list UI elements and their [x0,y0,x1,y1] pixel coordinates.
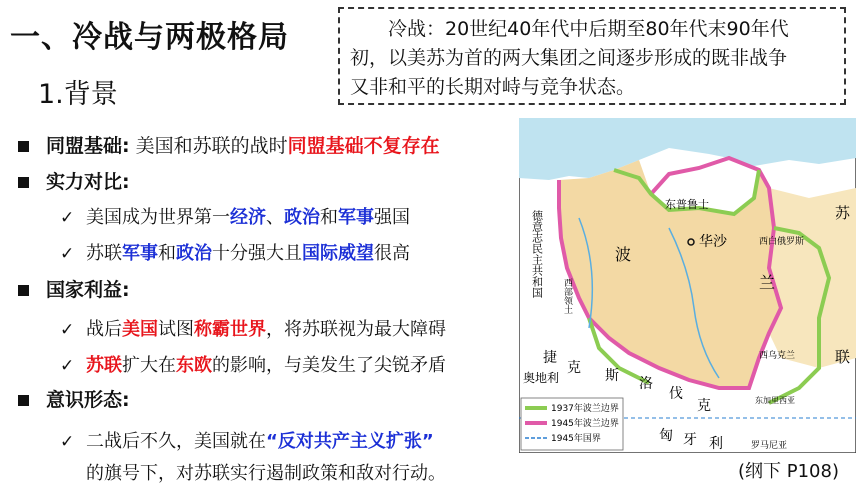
legend-label-1945: 1945年波兰边界 [551,419,619,429]
label-romania: 罗马尼亚 [751,441,788,451]
label-czech-1: 捷 [543,350,557,366]
point-ideology-line2: 的旗号下，对苏联实行遏制政策和敌对行动。 [86,463,446,484]
label-soviet-2: 联 [835,348,851,366]
point-ideology-line1: ✓ 二战后不久，美国就在“反对共产主义扩张” [18,424,518,460]
point-interest-us: ✓ 战后美国试图称霸世界，将苏联视为最大障碍 [18,312,518,348]
label-czech-3: 斯 [605,368,619,384]
definition-box [338,7,846,105]
label-east-prussia: 东普鲁士 [665,198,709,211]
label-austria: 奥地利 [523,371,560,385]
label-ukraine: 西乌克兰 [759,351,796,361]
check-icon: ✓ [60,244,75,264]
legend-label-national: 1945年国界 [551,434,601,444]
textbook-citation: (纲下 P108) [738,461,839,482]
bullet-square-icon [18,285,29,296]
label-poland-1: 波 [615,245,632,264]
point-strength: 实力对比: [18,164,518,200]
label-soviet-1: 苏 [835,204,851,222]
label-warsaw: 华沙 [699,234,727,250]
bullet-square-icon [18,395,29,406]
label-czech-5: 伐 [669,386,683,402]
check-icon: ✓ [60,320,75,340]
label-hungary-1: 匈 [659,428,673,444]
label-belarus: 西白俄罗斯 [759,237,805,247]
legend-label-1937: 1937年波兰边界 [551,404,619,414]
label-hungary-2: 牙 [683,432,697,448]
definition-line-3: 又非和平的长期对峙与竞争状态。 [350,76,636,98]
label-czech-6: 克 [697,398,711,414]
background-points [18,128,518,488]
check-icon: ✓ [60,356,75,376]
label-germany: 德意志民主共和国 [530,210,544,298]
label-czech-2: 克 [567,360,581,376]
definition-line-2: 初，以美苏为首的两大集团之间逐步形成的既非战争 [350,47,788,69]
label-hungary-3: 利 [709,436,723,452]
definition-line-1: 冷战：20世纪40年代中后期至80年代末90年代 [388,18,789,40]
bullet-square-icon [18,141,29,152]
label-czech-4: 洛 [639,376,653,392]
point-interest-ussr: ✓ 苏联扩大在东欧的影响，与美发生了尖锐矛盾 [18,348,518,384]
label-poland-2: 兰 [759,273,776,292]
point-strength-ussr: ✓ 苏联军事和政治十分强大且国际威望很高 [18,236,518,272]
point-ideology: 意识形态: [18,382,518,418]
label-west-land: 西部领土 [562,278,572,314]
section-subtitle: 1.背景 [38,79,118,110]
check-icon: ✓ [60,432,75,452]
label-carpathian: 东加里西亚 [755,396,795,405]
page-title: 一、冷战与两极格局 [10,20,289,55]
bullet-square-icon [18,177,29,188]
check-icon: ✓ [60,208,75,228]
poland-map [519,118,856,453]
point-strength-us: ✓ 美国成为世界第一经济、政治和军事强国 [18,200,518,236]
point-interest: 国家利益: [18,272,518,308]
point-alliance: 同盟基础: 美国和苏联的战时同盟基础不复存在 [18,128,518,164]
